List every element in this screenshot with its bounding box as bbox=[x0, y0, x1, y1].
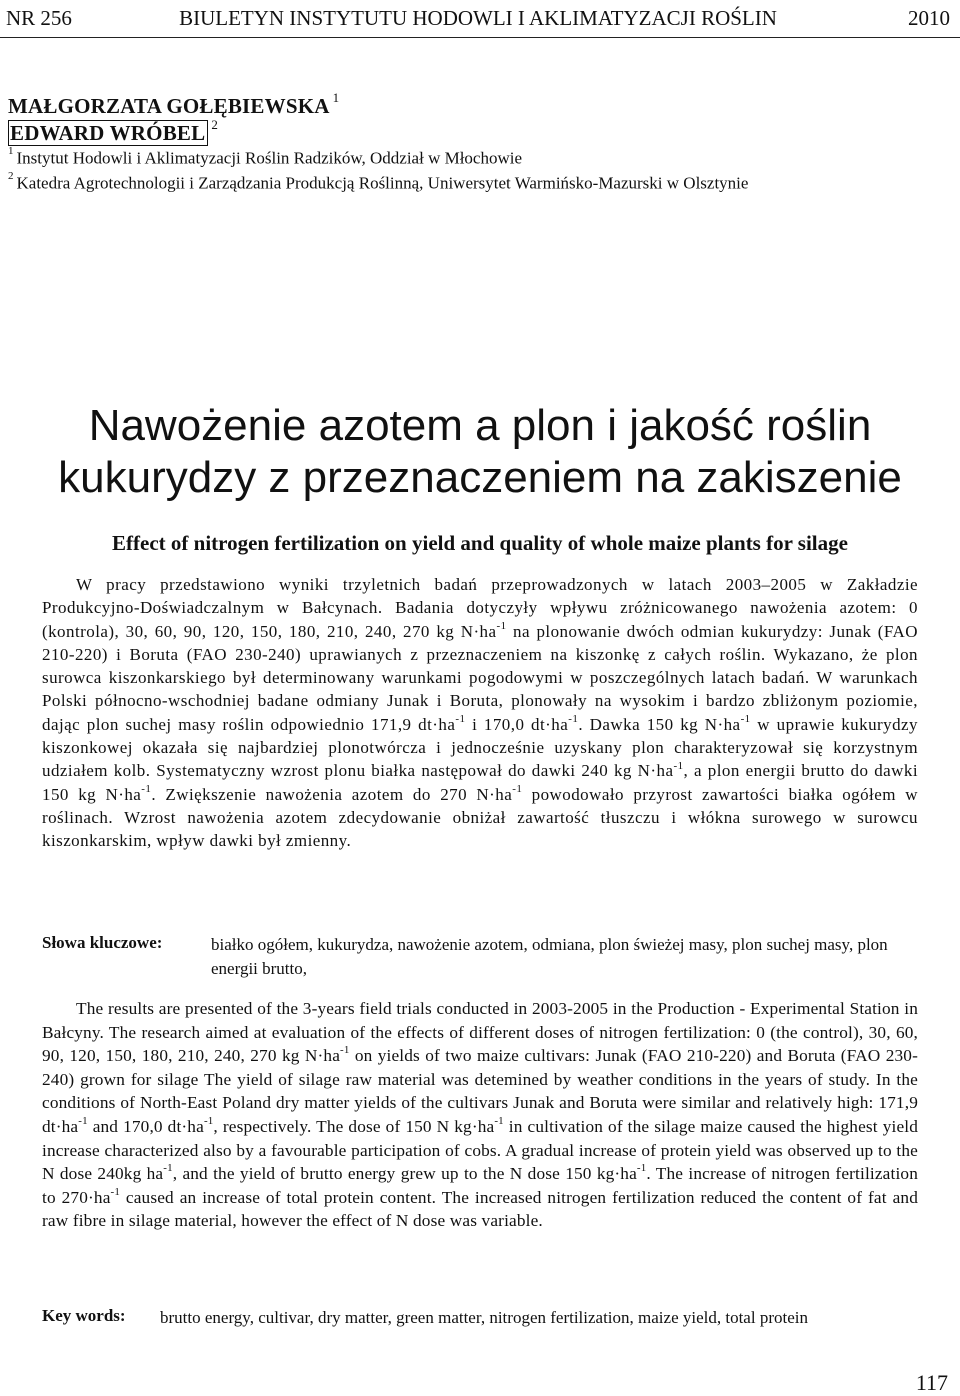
affiliation-1 bbox=[8, 145, 523, 169]
journal-title: BIULETYN INSTYTUTU HODOWLI I AKLIMATYZACJI ROŚLIN bbox=[179, 6, 777, 30]
superscript: -1 bbox=[141, 783, 152, 796]
keywords-label-english: Key words: bbox=[42, 1306, 126, 1325]
superscript: -1 bbox=[636, 1162, 647, 1175]
abstract-text: on yields of two maize cultivars: Junak (FAO 210-220) and Boruta (FAO 230-240) grown for silage The yield of silage raw material was detemined by weather conditions in the years of study. In the conditions of North-East Poland dry matter yields of the cultivars Junak and Boruta were similar and relatively high: 171,9 dt·ha bbox=[42, 1046, 918, 1136]
abstract-text: and 170,0 dt·ha bbox=[87, 1116, 204, 1136]
superscript: -1 bbox=[568, 713, 579, 726]
author-name: EDWARD WRÓBEL bbox=[8, 120, 208, 146]
abstract-text: w uprawie kukurydzy kiszonkowej okazała się najbardziej plonotwórcza i jednocześnie uzyskany plon charakteryzował się korzystnym udziałem kolb. Systematyczny wzrost plonu białka następował do dawki 240 kg N·ha bbox=[42, 714, 918, 781]
abstract-english bbox=[42, 997, 918, 1233]
abstract-text: i 170,0 dt·ha bbox=[465, 714, 569, 734]
superscript: -1 bbox=[78, 1115, 88, 1128]
abstract-text: , a plon energii brutto do dawki 150 kg N·ha bbox=[42, 761, 918, 804]
keywords-polish: białko ogółem, kukurydza, nawożenie azotem, odmiana, plon świeżej masy, plon suchej masy, plon energii brutto, bbox=[211, 935, 888, 978]
journal-number: NR 256 bbox=[6, 6, 72, 30]
keywords-label-polish: Słowa kluczowe: bbox=[42, 933, 163, 952]
author-affiliation-mark: 2 bbox=[211, 117, 219, 132]
abstract-text: caused an increase of total protein content. The increased nitrogen fertilization reduced the content of fat and raw fibre in silage material, however the effect of N dose was variable. bbox=[42, 1187, 918, 1231]
article-title-line-2: kukurydzy z przeznaczeniem na zakiszenie bbox=[58, 453, 902, 502]
running-header bbox=[6, 6, 950, 34]
superscript: -1 bbox=[163, 1162, 173, 1175]
abstract-text: , respectively. The dose of 150 N kg·ha bbox=[213, 1116, 495, 1136]
abstract-text: powodowało przyrost zawartości białka ogółem w roślinach. Wzrost nawożenia azotem zdecydowanie obniżał zawartość tłuszczu i włókna surowego w surowcu kiszonkarskim, wpływ dawki był zmienny. bbox=[42, 784, 918, 851]
journal-year: 2010 bbox=[908, 6, 950, 30]
affiliation-text: Katedra Agrotechnologii i Zarządzania Produkcją Roślinną, Uniwersytet Warmińsko-Mazurski w Olsztynie bbox=[16, 173, 749, 193]
abstract-text: . Dawka 150 kg N·ha bbox=[578, 714, 741, 734]
abstract-text: na plonowanie dwóch odmian kukurydzy: Junak (FAO 210-220) i Boruta (FAO 230-240) uprawianych z przeznaczeniem na kiszonkę z całych roślin. Wykazano, że plon surowca kiszonkarskiego był determinowany warunkami pogodowymi w poszczególnych latach badań. W warunkach Polski północno-wschodniej badane odmiany Junak i Boruta, plonowały na wysokim i bardzo zbliżonym poziomie, dając plon suchej masy roślin odpowiednio 171,9 dt·ha bbox=[42, 621, 918, 734]
author-1 bbox=[8, 90, 340, 119]
keywords-english: brutto energy, cultivar, dry matter, green matter, nitrogen fertilization, maize yield, total protein bbox=[160, 1308, 808, 1327]
superscript: -1 bbox=[455, 713, 466, 726]
abstract-text: . The increase of nitrogen fertilization to 270·ha bbox=[42, 1164, 918, 1207]
author-2 bbox=[8, 117, 219, 146]
superscript: -1 bbox=[496, 619, 507, 632]
abstract-text: . Zwiększenie nawożenia azotem do 270 N·ha bbox=[151, 784, 513, 804]
affiliation-2 bbox=[8, 170, 749, 194]
abstract-text: in cultivation of the silage maize caused the highest yield increase characterized also by a favourable participation of cobs. A gradual increase of protein yield was observed up to the N dose 240kg ha bbox=[42, 1116, 919, 1184]
article-title-line-1: Nawożenie azotem a plon i jakość roślin bbox=[88, 401, 872, 450]
superscript: -1 bbox=[203, 1115, 214, 1128]
header-divider bbox=[0, 37, 960, 38]
page-number: 117 bbox=[915, 1370, 948, 1395]
superscript: -1 bbox=[110, 1185, 120, 1198]
abstract-text: , and the yield of brutto energy grew up to the N dose 150 kg·ha bbox=[172, 1164, 637, 1184]
author-name: MAŁGORZATA GOŁĘBIEWSKA bbox=[8, 94, 330, 118]
affiliation-mark: 1 bbox=[8, 145, 14, 157]
superscript: -1 bbox=[740, 713, 751, 726]
superscript: -1 bbox=[673, 759, 684, 772]
abstract-text: The results are presented of the 3-years field trials conducted in 2003-2005 in the Production - Experimental Station in Bałcyny. The research aimed at evaluation of the effects of different doses of nitrogen fertilization: 0 (the control), 30, 60, 90, 120, 150, 180, 210, 240, 270 kg N·ha bbox=[42, 999, 918, 1066]
abstract-text: W pracy przedstawiono wyniki trzyletnich badań przeprowadzonych w latach 2003–2005 w Zakładzie Produkcyjno-Doświadczalnym w Bałcynach. Badania dotyczyły wpływu zróżnicowanego nawożenia azotem: 0 (kontrola), 30, 60, 90, 120, 150, 180, 210, 240, 270 kg N·ha bbox=[42, 575, 918, 641]
affiliation-text: Instytut Hodowli i Aklimatyzacji Roślin Radzików, Oddział w Młochowie bbox=[16, 148, 523, 168]
superscript: -1 bbox=[340, 1044, 350, 1057]
superscript: -1 bbox=[512, 783, 523, 796]
author-affiliation-mark: 1 bbox=[332, 90, 340, 105]
superscript: -1 bbox=[494, 1115, 504, 1128]
abstract-polish bbox=[42, 573, 918, 853]
affiliation-mark: 2 bbox=[8, 170, 14, 182]
english-title: Effect of nitrogen fertilization on yield and quality of whole maize plants for silage bbox=[112, 531, 848, 555]
